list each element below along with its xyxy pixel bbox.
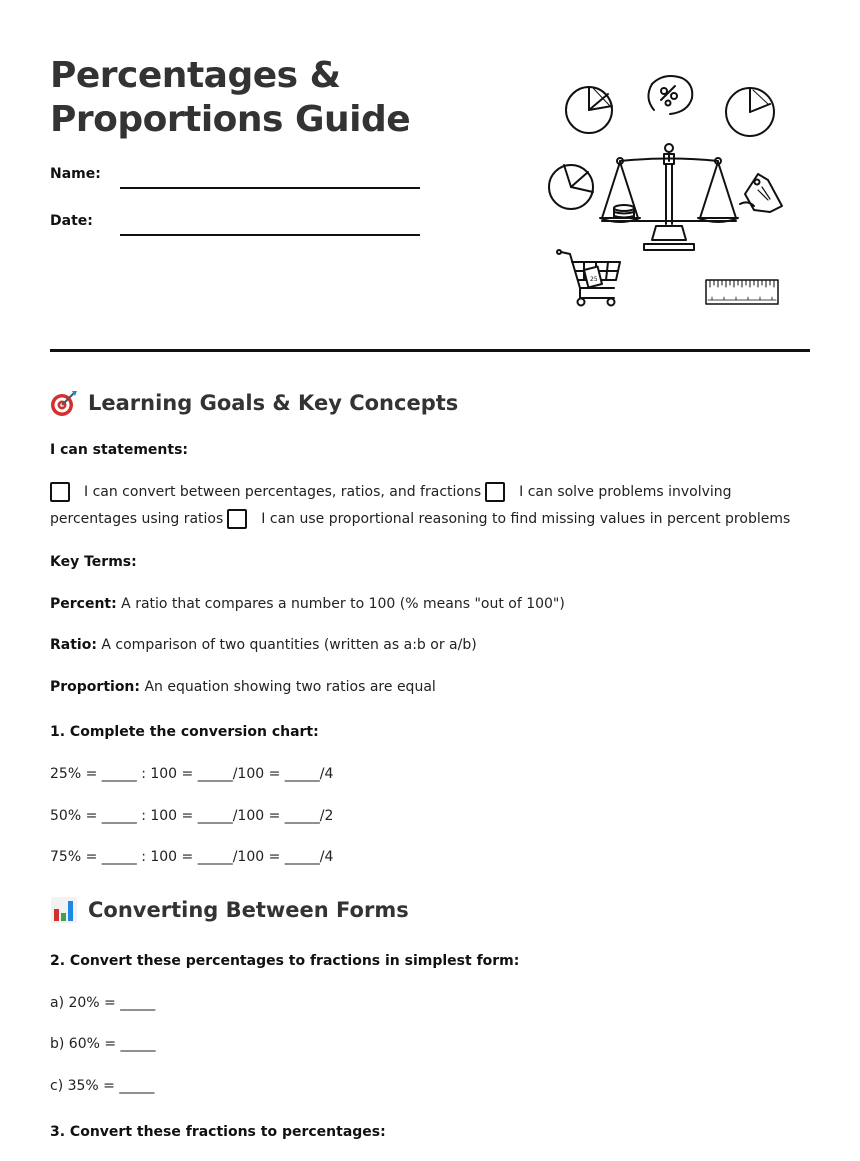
question-2c[interactable]: c) 35% = _____ [50,1078,155,1094]
section-heading-text: Learning Goals & Key Concepts [88,391,459,415]
question-1-label: 1. Complete the conversion chart: [50,724,319,740]
goal-checkbox-3[interactable] [227,509,247,529]
header-illustration [540,66,800,316]
title-line-2: Proportions Guide [50,99,411,140]
question-2-label: 2. Convert these percentages to fractions in simplest form: [50,953,520,969]
section-heading-converting [50,896,409,924]
page-title [50,54,520,142]
header-divider [50,349,810,352]
name-label: Name: [50,166,101,182]
key-terms-label: Key Terms: [50,554,137,570]
term-name: Percent: [50,596,117,612]
goal-statement-3: I can use proportional reasoning to find missing values in percent problems [261,511,791,527]
question-3-label: 3. Convert these fractions to percentages: [50,1124,386,1140]
percent-badge-icon [648,76,692,114]
pie-chart-icon [549,165,593,209]
conversion-row-50[interactable]: 50% = _____ : 100 = _____/100 = _____/2 [50,808,334,824]
date-field[interactable] [120,234,420,236]
term-definition: A comparison of two quantities (written as a:b or a/b) [101,637,477,653]
question-2b[interactable]: b) 60% = _____ [50,1036,156,1052]
shopping-cart-icon [557,250,620,306]
balance-scale-icon [600,144,738,250]
name-field[interactable] [120,187,420,189]
goal-checkbox-2[interactable] [485,482,505,502]
section-heading-goals [50,389,458,417]
price-tag-icon [740,174,782,212]
term-definition: A ratio that compares a number to 100 (% means "out of 100") [121,596,565,612]
ruler-icon [706,280,778,304]
bar-chart-icon [50,896,78,924]
date-label: Date: [50,213,93,229]
title-line-1: Percentages & [50,55,341,96]
goal-statement-2: I can solve problems involving percentages using ratios [50,484,732,527]
can-statements-list [50,479,810,533]
term-name: Ratio: [50,637,97,653]
key-term-percent [50,596,565,612]
term-name: Proportion: [50,679,141,695]
cart-tag-text: 25 [590,276,598,283]
can-statements-label: I can statements: [50,442,189,458]
pie-chart-icon [566,87,612,133]
key-term-proportion [50,679,436,695]
term-definition: An equation showing two ratios are equal [144,679,436,695]
coin-stack-icon [614,205,634,218]
key-term-ratio [50,637,477,653]
section-heading-text: Converting Between Forms [88,898,409,922]
pie-chart-icon [726,88,774,136]
goal-checkbox-1[interactable] [50,482,70,502]
conversion-row-25[interactable]: 25% = _____ : 100 = _____/100 = _____/4 [50,766,334,782]
question-2a[interactable]: a) 20% = _____ [50,995,156,1011]
conversion-row-75[interactable]: 75% = _____ : 100 = _____/100 = _____/4 [50,849,334,865]
target-dart-icon [50,389,78,417]
goal-statement-1: I can convert between percentages, ratios, and fractions [84,484,482,500]
